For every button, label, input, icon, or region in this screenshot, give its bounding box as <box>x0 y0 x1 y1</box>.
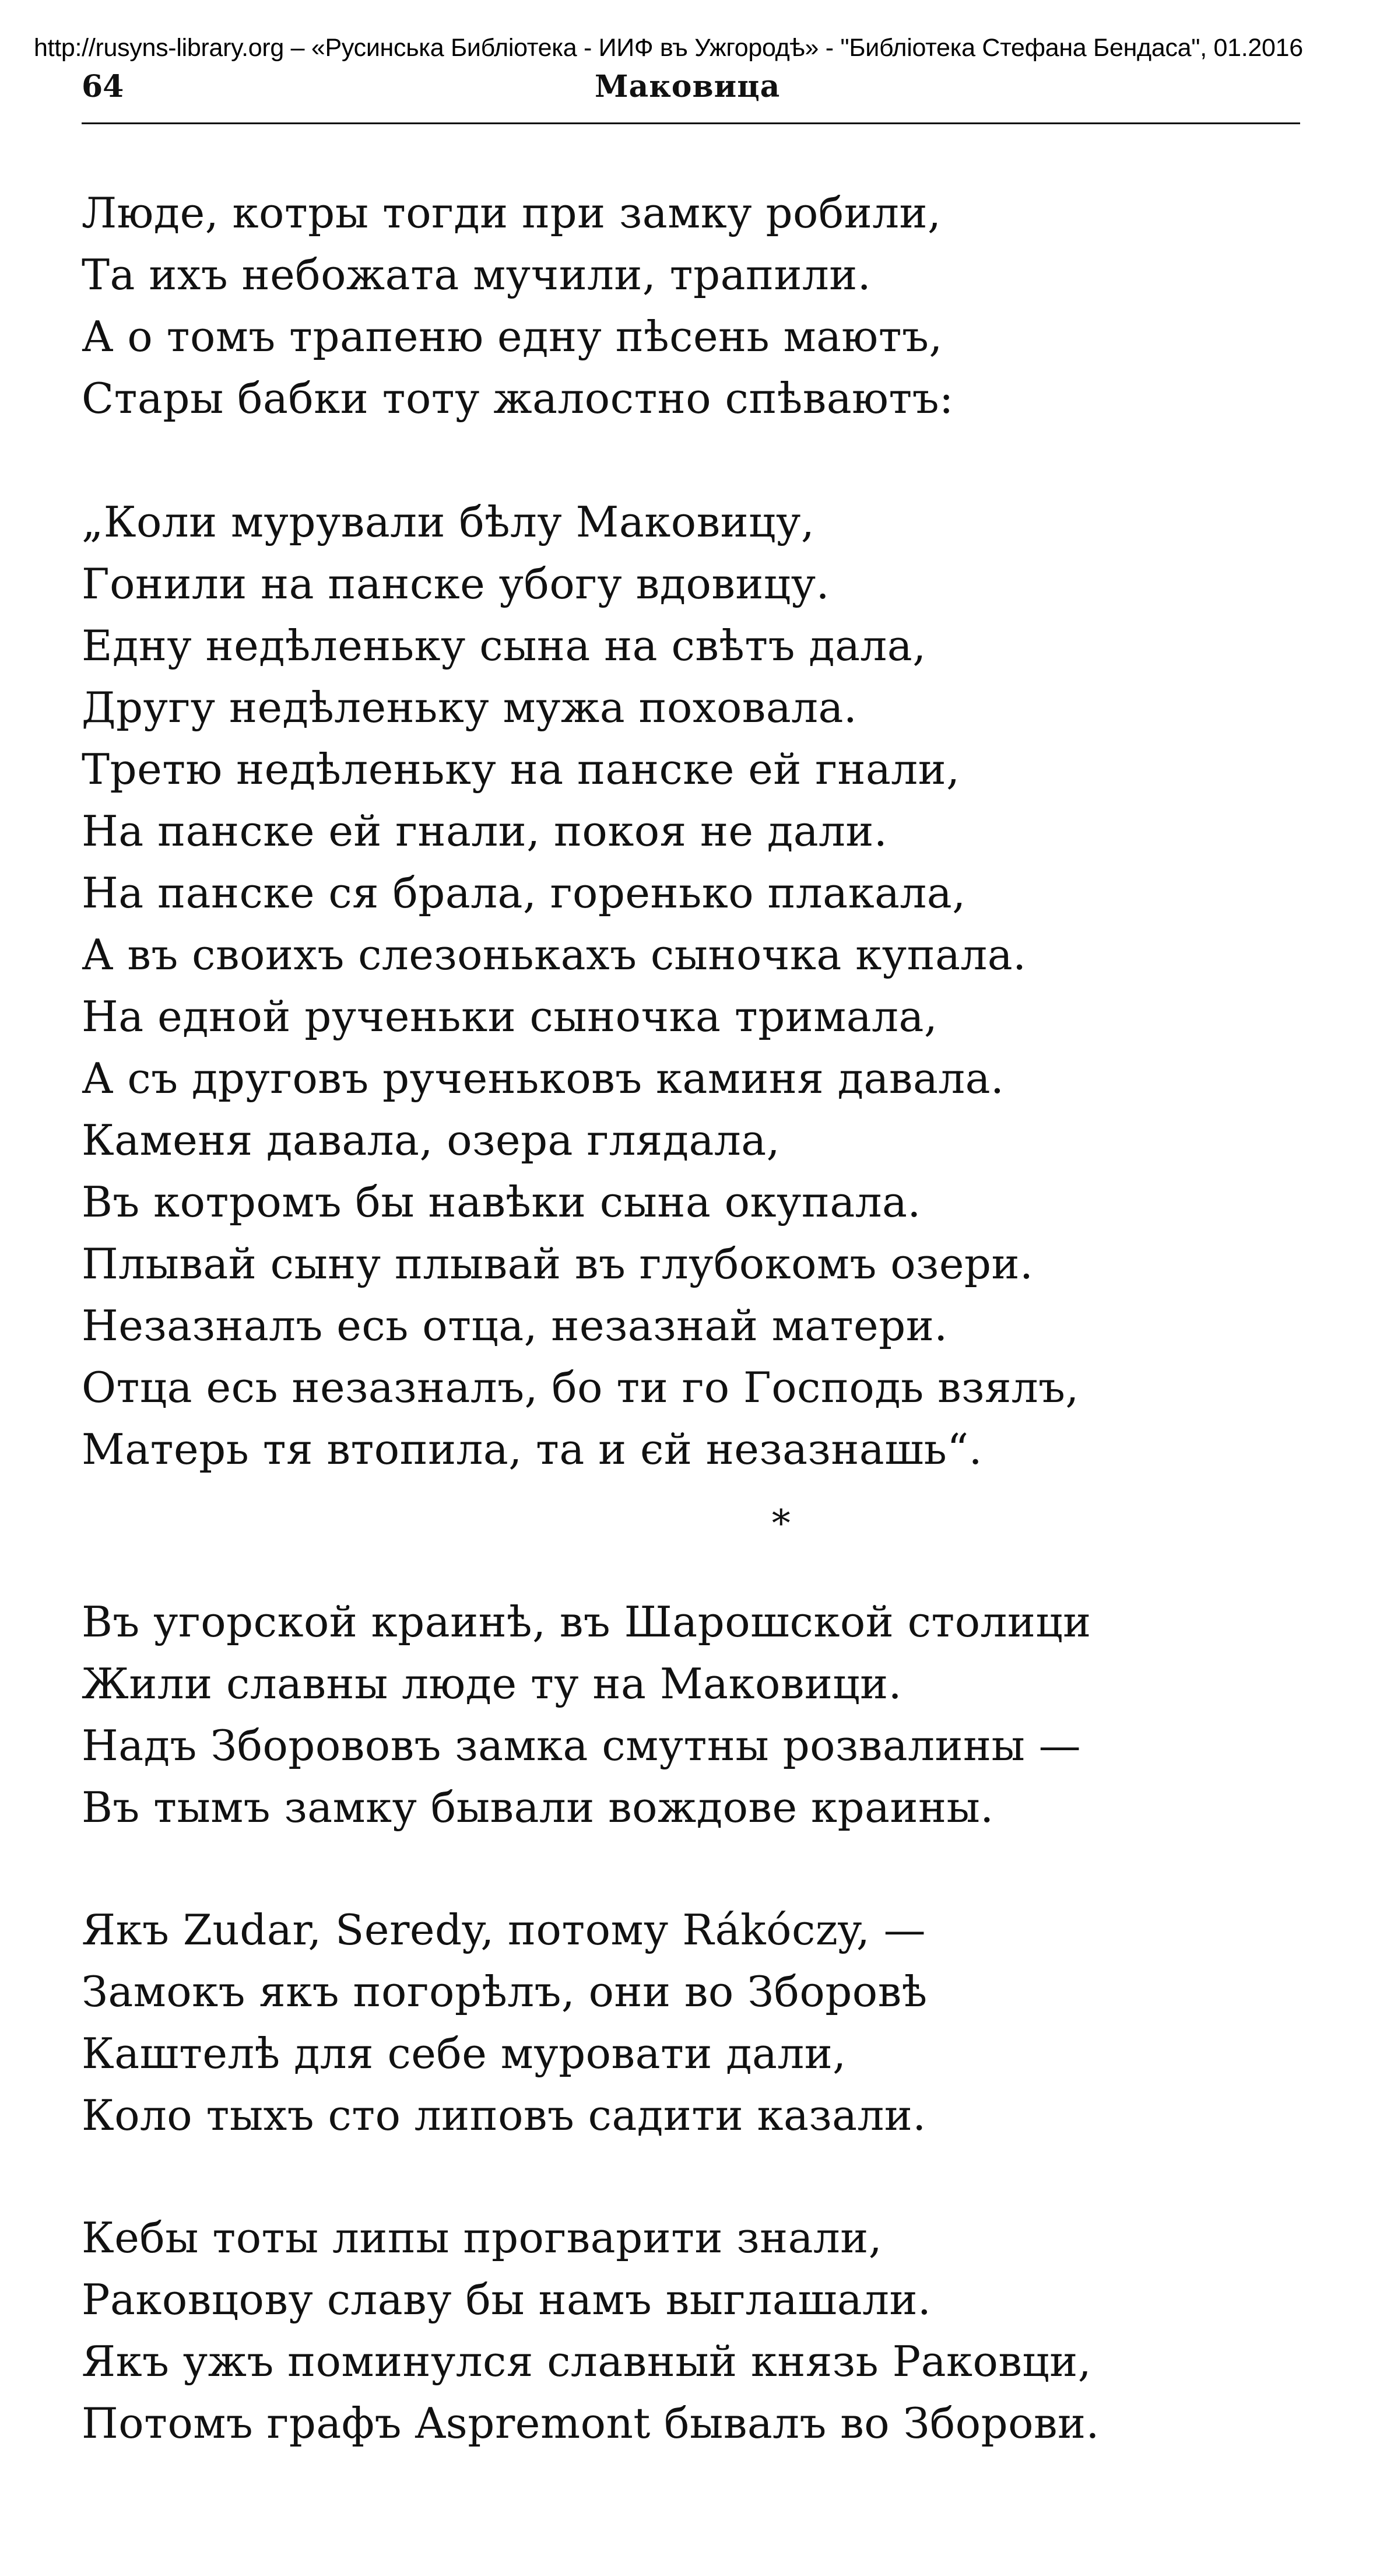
verse-line: Плывай сыну плывай въ глубокомъ озери. <box>82 1239 1034 1288</box>
verse-line: А о томъ трапеню едну пѣсень маютъ, <box>82 312 943 361</box>
verse-line: А въ своихъ слезонькахъ сыночка купала. <box>82 930 1027 979</box>
verse-line: Коло тыхъ сто липовъ садити казали. <box>82 2091 926 2140</box>
verse-line: Раковцову славу бы намъ выглашали. <box>82 2275 932 2324</box>
poem-body <box>82 182 1306 2454</box>
verse-line: Якъ Zudar, Seredy, потому Rákóczy, — <box>82 1905 926 1954</box>
header-rule <box>82 122 1300 124</box>
stanza-5 <box>82 2207 1306 2454</box>
verse-line: Кебы тоты липы прогварити знали, <box>82 2213 883 2262</box>
verse-line: Въ угорской краинѣ, въ Шарошской столици <box>82 1597 1091 1646</box>
verse-line: Третю недѣленьку на панске ей гнали, <box>82 745 960 794</box>
stanza-2 <box>82 491 1306 1480</box>
verse-line: Едну недѣленьку сына на свѣтъ дала, <box>82 621 926 670</box>
stanza-3 <box>82 1591 1306 1838</box>
verse-line: Замокъ якъ погорѣлъ, они во Зборовѣ <box>82 1967 928 2016</box>
stanza-4 <box>82 1899 1306 2146</box>
verse-line: Отца есь незазналъ, бо ти го Господь взялъ, <box>82 1363 1079 1412</box>
verse-line: Надъ Зборововъ замка смутны розвалины — <box>82 1721 1081 1770</box>
verse-line: На едной рученьки сыночка тримала, <box>82 992 938 1041</box>
running-title: Маковица <box>595 69 781 104</box>
page-number: 64 <box>82 69 124 104</box>
verse-line: Та ихъ небожата мучили, трапили. <box>82 250 872 299</box>
verse-line: Потомъ графъ Aspremont бывалъ во Зборови. <box>82 2399 1100 2448</box>
verse-line: Каштелѣ для себе муровати дали, <box>82 2029 847 2078</box>
verse-line: Незазналъ есь отца, незазнай матери. <box>82 1301 948 1350</box>
running-head <box>82 69 1300 110</box>
verse-line: Стары бабки тоту жалостно спѣваютъ: <box>82 374 954 423</box>
section-separator: * <box>771 1502 791 1545</box>
verse-line: Жили славны люде ту на Маковици. <box>82 1659 903 1708</box>
verse-line: Другу недѣленьку мужа поховала. <box>82 683 858 732</box>
verse-line: Гонили на панске убогу вдовицу. <box>82 559 830 608</box>
verse-line: Люде, котры тогди при замку робили, <box>82 188 942 237</box>
verse-line: Въ тымъ замку бывали вождове краины. <box>82 1783 994 1832</box>
verse-line: Въ котромъ бы навѣки сына окупала. <box>82 1177 921 1226</box>
verse-line: Каменя давала, озера глядала, <box>82 1116 781 1165</box>
verse-line: „Коли мурували бѣлу Маковицу, <box>82 497 815 546</box>
verse-line: Якъ ужъ поминулся славный князь Раковци, <box>82 2337 1092 2386</box>
verse-line: На панске ся брала, горенько плакала, <box>82 868 966 917</box>
verse-line: Матерь тя втопила, та и єй незазнашь“. <box>82 1425 983 1474</box>
stanza-1 <box>82 182 1306 429</box>
verse-line: На панске ей гнали, покоя не дали. <box>82 807 888 856</box>
verse-line: А съ друговъ рученьковъ каминя давала. <box>82 1054 1005 1103</box>
source-url-line: http://rusyns-library.org – «Русинська Библiотека - ИИФ въ Ужгородѣ» - "Библiотека Стефана Бендаса", 01.2016 <box>34 34 1303 62</box>
